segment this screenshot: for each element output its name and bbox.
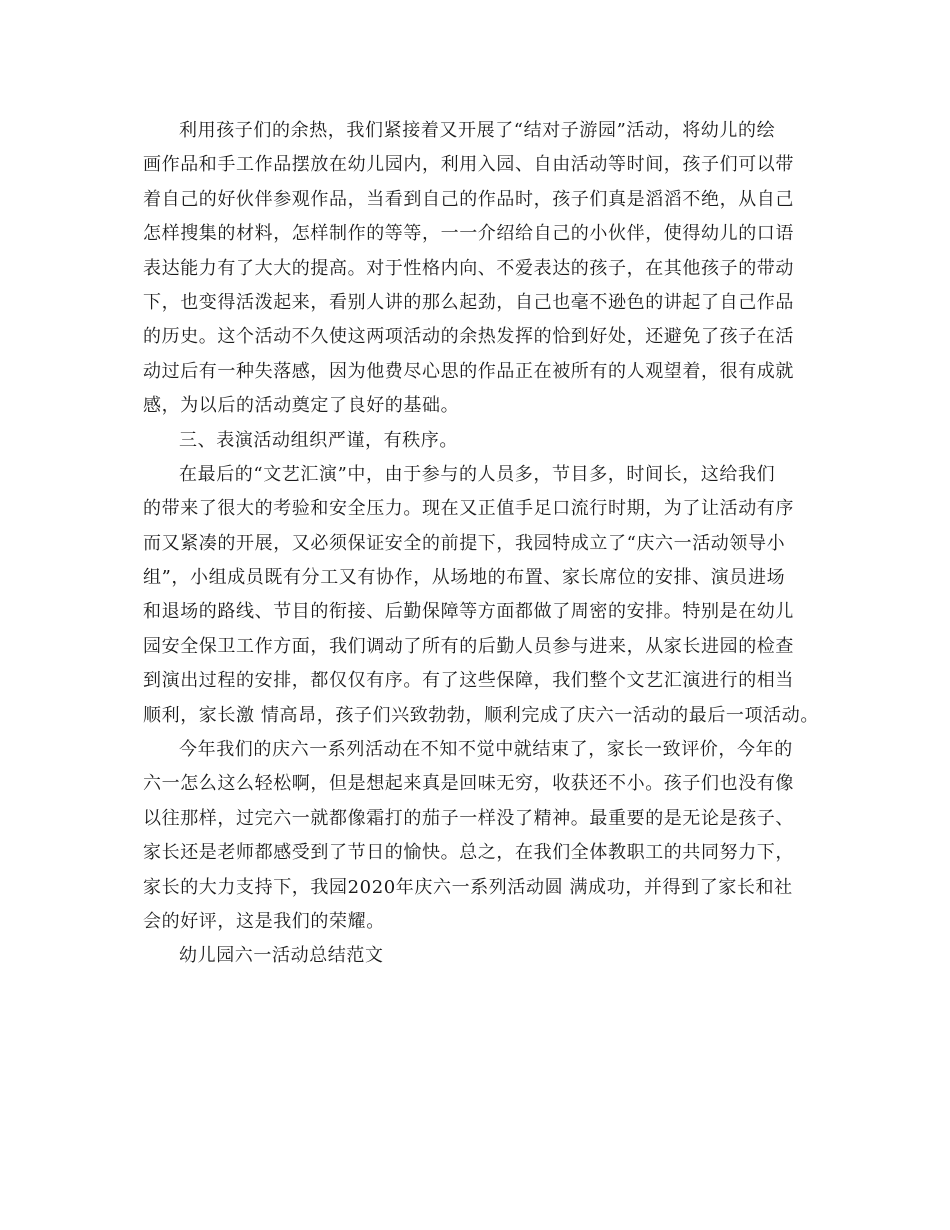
text-line: 画作品和手工作品摆放在幼儿园内，利用入园、自由活动等时间，孩子们可以带: [143, 154, 794, 176]
text-line: 家长还是老师都感受到了节日的愉快。总之，在我们全体教职工的共同努力下，: [143, 842, 794, 864]
text-line: 着自己的好伙伴参观作品，当看到自己的作品时，孩子们真是滔滔不绝，从自己: [143, 188, 794, 210]
text-line: 组”，小组成员既有分工又有协作，从场地的布置、家长席位的安排、演员进场: [143, 567, 786, 589]
text-line: 动过后有一种失落感，因为他费尽心思的作品正在被所有的人观望着，很有成就: [143, 360, 794, 382]
text-line: 的带来了很大的考验和安全压力。现在又正值手足口流行时期，为了让活动有序: [143, 498, 794, 520]
text-line: 怎样搜集的材料，怎样制作的等等，一一介绍给自己的小伙伴，使得幼儿的口语: [143, 223, 794, 245]
paragraph-1: [143, 114, 823, 424]
paragraph-4: [143, 733, 823, 939]
text-line: 到演出过程的安排，都仅仅有序。有了这些保障，我们整个文艺汇演进行的相当: [143, 670, 794, 692]
text-line: 园安全保卫工作方面，我们调动了所有的后勤人员参与进来，从家长进园的检查: [143, 635, 794, 657]
text-line: 表达能力有了大大的提高。对于性格内向、不爱表达的孩子，在其他孩子的带动: [143, 257, 794, 279]
text-line: 以往那样，过完六一就都像霜打的茄子一样没了精神。最重要的是无论是孩子、: [143, 807, 794, 829]
text-line: 在最后的“文艺汇演”中，由于参与的人员多，节目多，时间长，这给我们: [179, 463, 776, 485]
text-line: 利用孩子们的余热，我们紧接着又开展了“结对子游园”活动，将幼儿的绘: [179, 120, 776, 141]
text-line: 顺利，家长激 情高昂，孩子们兴致勃勃，顺利完成了庆六一活动的最后一项活动。: [143, 704, 819, 726]
text-line: 和退场的路线、节目的衔接、后勤保障等方面都做了周密的安排。特别是在幼儿: [143, 601, 794, 623]
text-line: 感，为以后的活动奠定了良好的基础。: [143, 395, 460, 417]
text-line: 的历史。这个活动不久使这两项活动的余热发挥的恰到好处，还避免了孩子在活: [143, 326, 794, 348]
text-line: 六一怎么这么轻松啊，但是想起来真是回味无穷，收获还不小。孩子们也没有像: [143, 773, 794, 795]
text-line: 家长的大力支持下，我园2020年庆六一系列活动圆 满成功，并得到了家长和社: [143, 876, 793, 898]
document-subtitle: [143, 939, 823, 973]
text-line: 而又紧凑的开展，又必须保证安全的前提下，我园特成立了“庆六一活动领导小: [143, 532, 786, 554]
paragraph-3: [143, 458, 823, 733]
text-line: 三、表演活动组织严谨，有秩序。: [179, 429, 458, 451]
text-line: 下，也变得活泼起来，看别人讲的那么起劲，自己也毫不逊色的讲起了自己作品: [143, 291, 794, 313]
section-heading: [143, 424, 823, 458]
document-body: [143, 114, 823, 974]
text-line: 会的好评，这是我们的荣耀。: [143, 910, 385, 932]
text-line: 今年我们的庆六一系列活动在不知不觉中就结束了，家长一致评价，今年的: [179, 739, 793, 761]
text-line: 幼儿园六一活动总结范文: [179, 945, 384, 967]
